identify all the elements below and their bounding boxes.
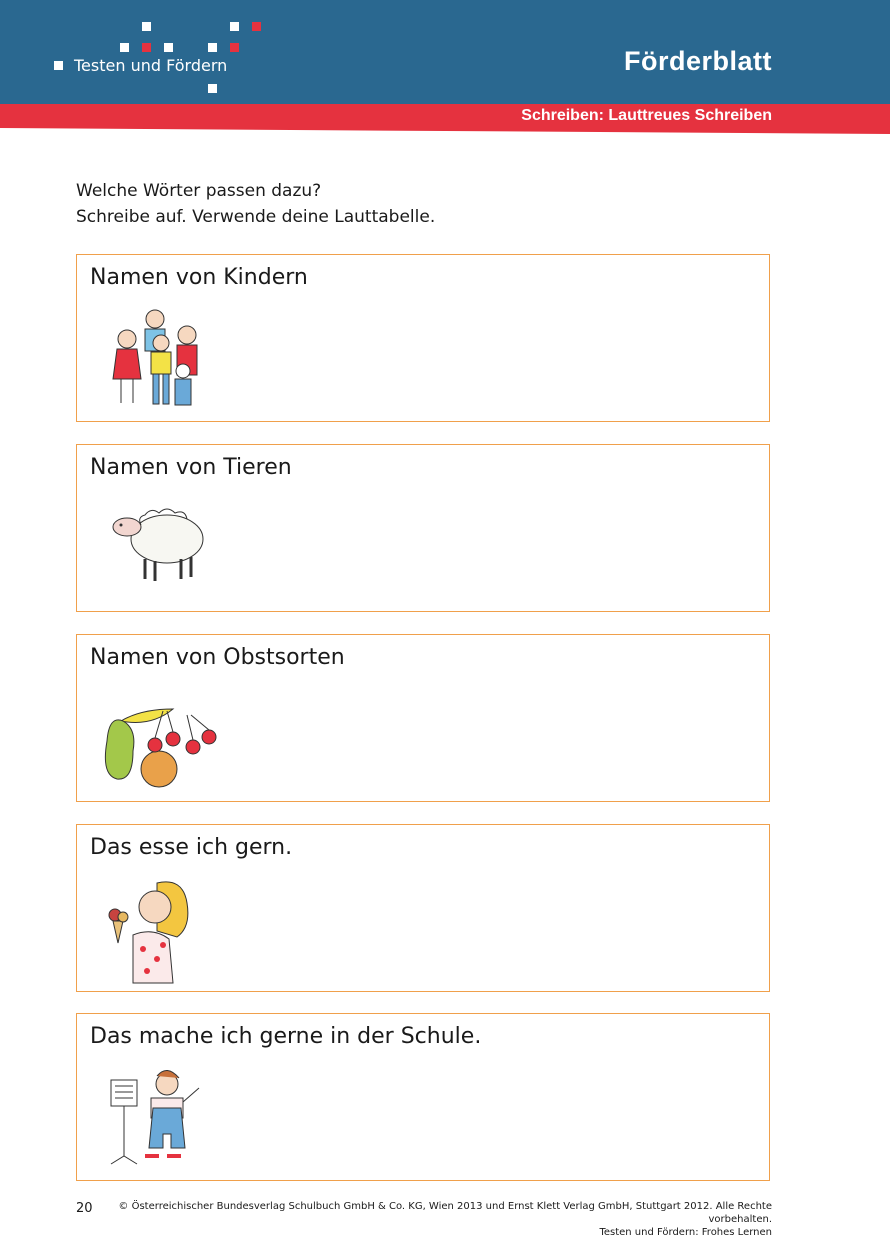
child-music-stand-icon: [97, 1064, 207, 1174]
series-name: Testen und Fördern: Frohes Lernen: [599, 1227, 772, 1238]
writing-box-children[interactable]: [76, 254, 770, 422]
writing-box-food[interactable]: [76, 824, 770, 992]
instructions: [76, 178, 435, 230]
fruit-icon: [97, 685, 227, 795]
instruction-line-2: Schreibe auf. Verwende deine Lauttabelle.: [76, 207, 436, 227]
page-number: 20: [76, 1201, 93, 1216]
brand-logo: [54, 56, 227, 75]
box-label: Namen von Tieren: [90, 455, 292, 480]
writing-box-school[interactable]: [76, 1013, 770, 1181]
box-label: Namen von Kindern: [90, 265, 308, 290]
children-group-icon: [97, 305, 207, 415]
page-title: Förderblatt: [623, 46, 772, 76]
sheep-icon: [97, 495, 217, 595]
brand-name: Testen und Fördern: [74, 56, 228, 75]
writing-box-animals[interactable]: [76, 444, 770, 612]
box-label: Das mache ich gerne in der Schule.: [90, 1024, 482, 1049]
copyright-text: © Österreichischer Bundesverlag Schulbuch GmbH & Co. KG, Wien 2013 und Ernst Klett Verlag GmbH, Stuttgart 2012. Alle Rechte vorbehalten.: [118, 1201, 772, 1225]
girl-ice-cream-icon: [97, 875, 207, 985]
logo-squares-icon: [0, 0, 300, 104]
page-subtitle: Schreiben: Lauttreues Schreiben: [521, 107, 772, 124]
instruction-line-1: Welche Wörter passen dazu?: [76, 181, 322, 201]
box-label: Namen von Obstsorten: [90, 645, 345, 670]
copyright-notice: [92, 1200, 772, 1239]
writing-box-fruit[interactable]: [76, 634, 770, 802]
box-label: Das esse ich gern.: [90, 835, 293, 860]
